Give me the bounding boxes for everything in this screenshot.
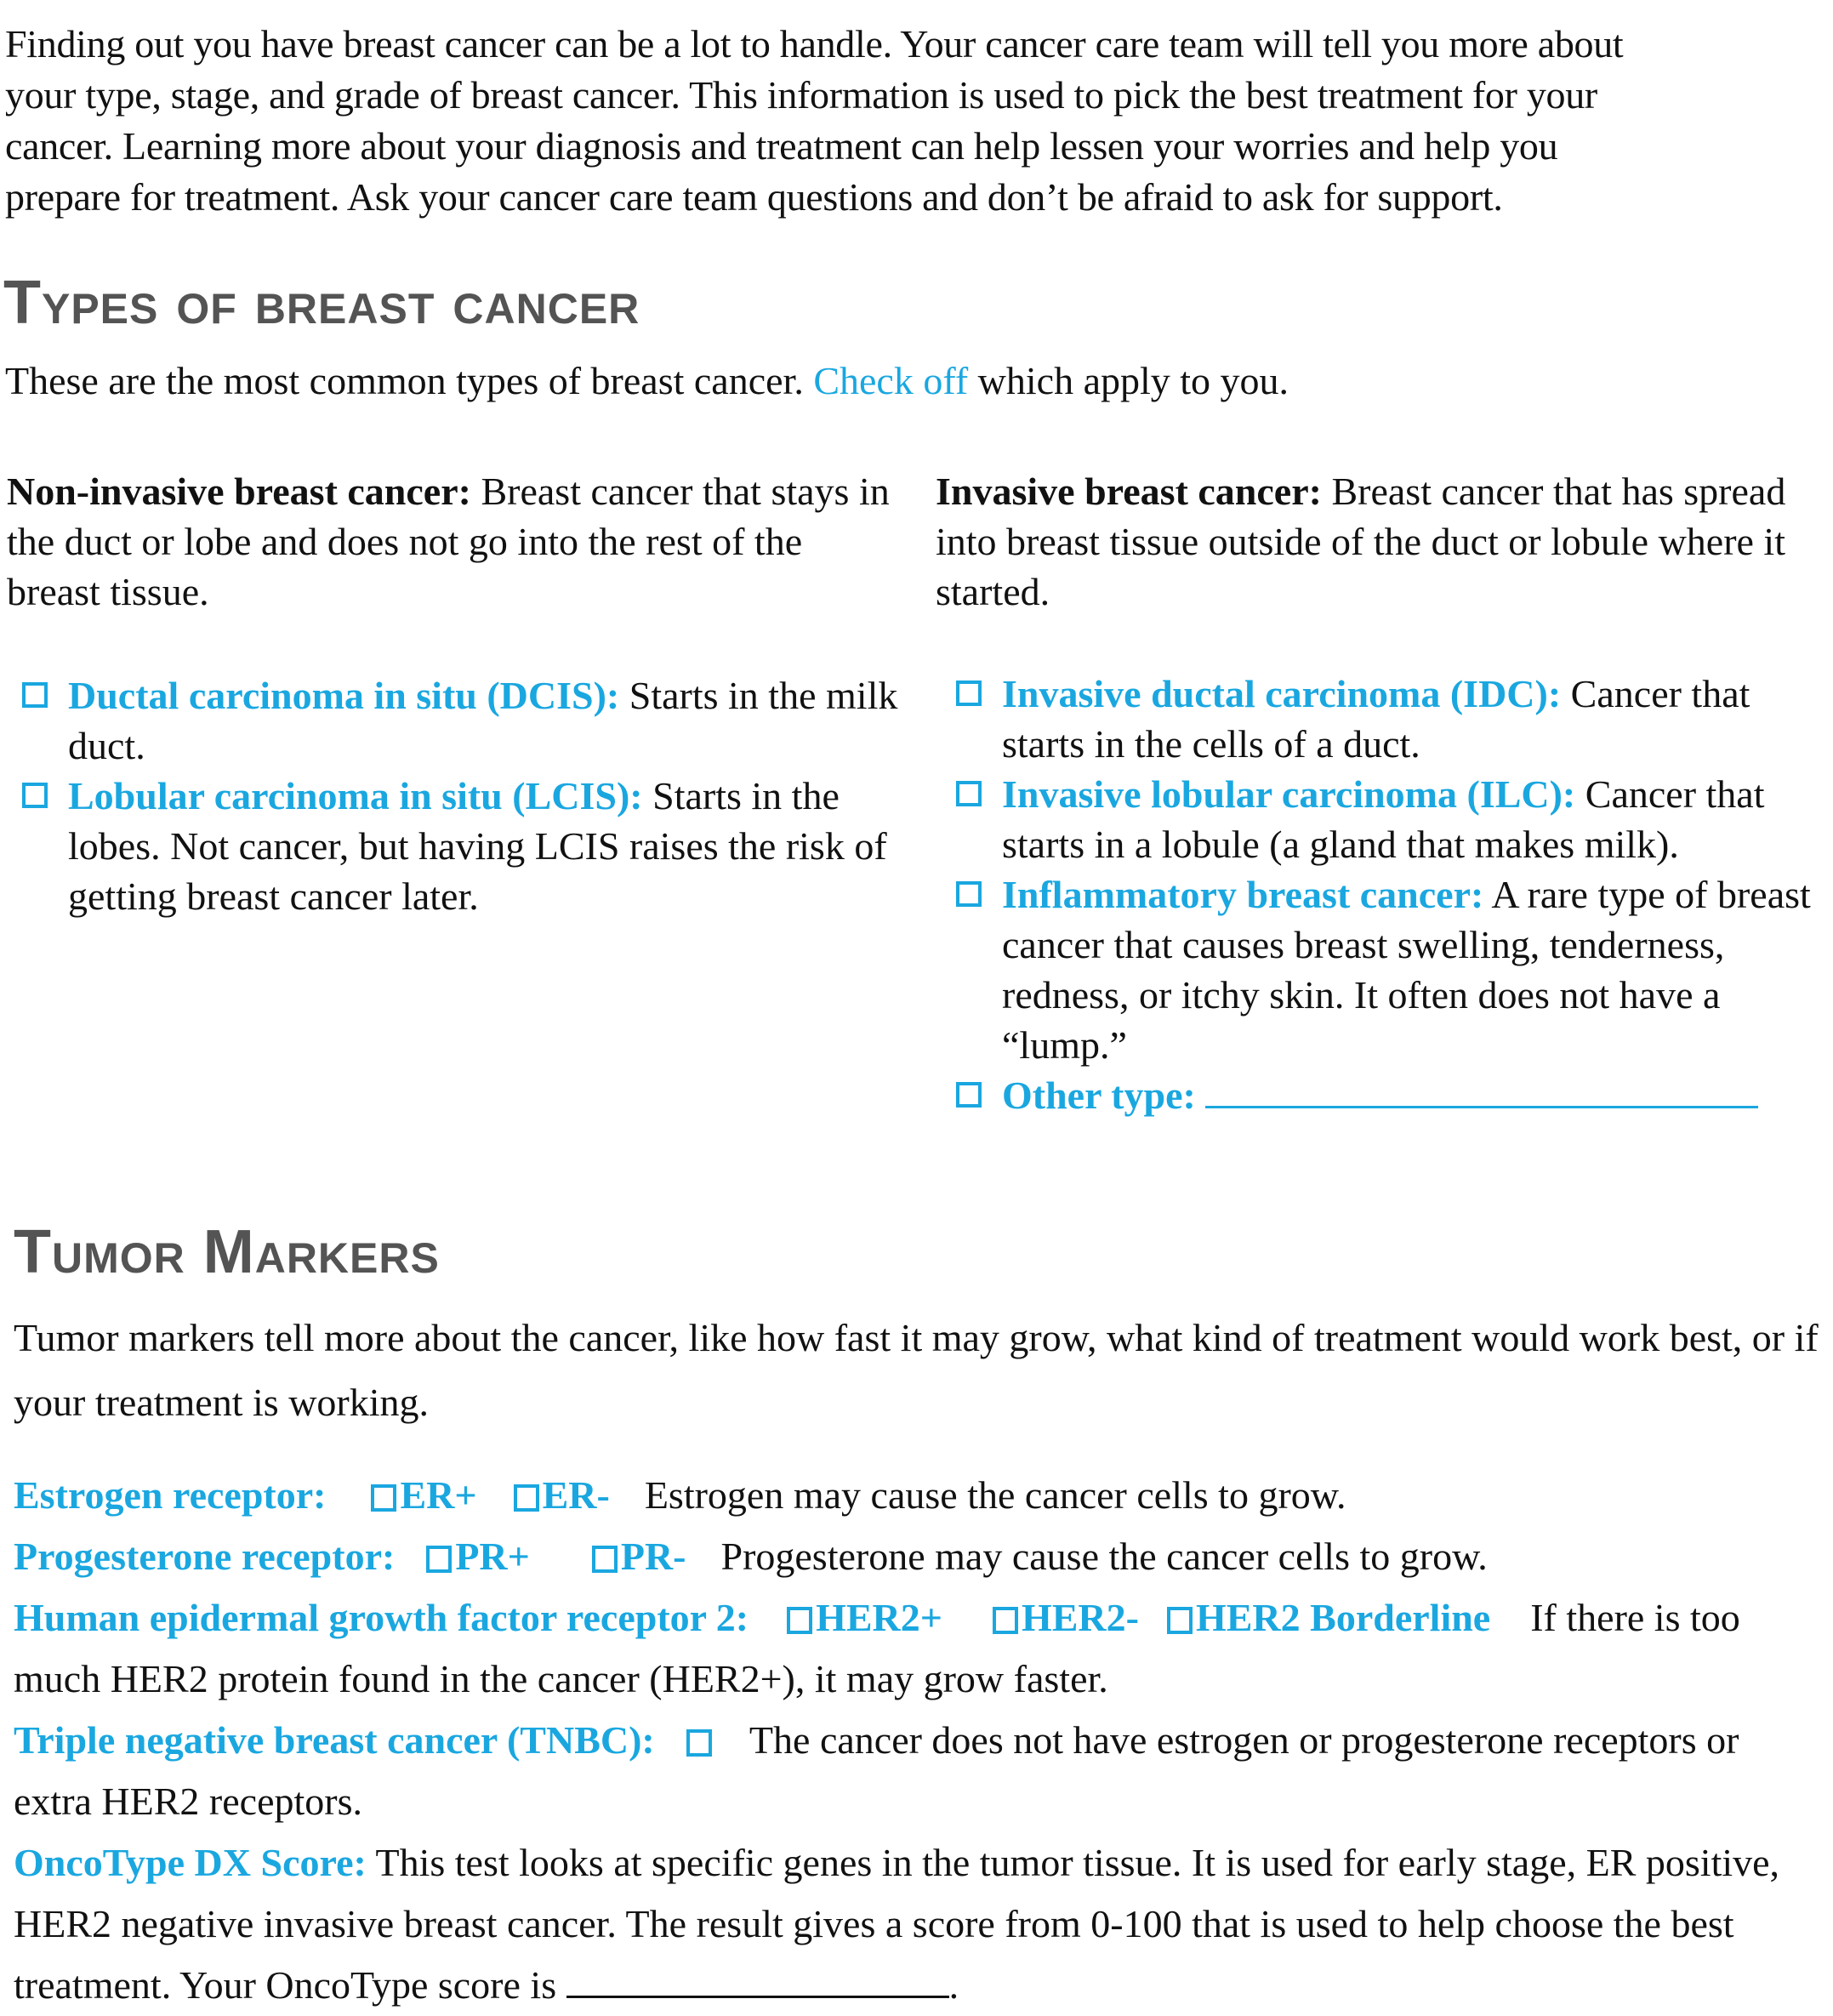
non-invasive-description [7, 466, 891, 617]
check-off-link: Check off [813, 359, 969, 402]
option-label: HER2- [1021, 1596, 1139, 1639]
list-item-ilc [956, 769, 1832, 869]
non-invasive-text: Breast cancer that stays in the duct or lobe and does not go into the rest of the breast tissue. [7, 470, 890, 613]
checkbox-tnbc[interactable] [686, 1729, 712, 1757]
progesterone-label: Progesterone receptor: [14, 1535, 396, 1578]
item-text: Starts in the lobes. Not cancer, but having LCIS raises the risk of getting breast cancer later. [68, 774, 887, 918]
item-text: A rare type of breast cancer that causes breast swelling, tenderness, redness, or itchy skin. It often does not have a “lump.” [1002, 873, 1811, 1067]
tnbc-row [14, 1710, 1825, 1832]
tumor-markers-intro: Tumor markers tell more about the cancer, like how fast it may grow, what kind of treatment would work best, or if your treatment is working. [14, 1316, 1819, 1424]
checkbox-inflammatory[interactable] [956, 881, 982, 907]
list-item-dcis [22, 670, 907, 771]
oncotype-label: OncoType DX Score: [14, 1841, 367, 1884]
list-item-other [956, 1070, 1832, 1120]
checkbox-other[interactable] [956, 1082, 982, 1108]
item-text: Cancer that starts in the cells of a duct. [1002, 672, 1750, 766]
oncotype-score-field[interactable] [566, 1996, 949, 1998]
checkbox-pr-negative[interactable] [592, 1546, 618, 1573]
checkbox-er-positive[interactable] [371, 1484, 396, 1512]
estrogen-label: Estrogen receptor: [14, 1473, 327, 1517]
estrogen-text: Estrogen may cause the cancer cells to grow. [644, 1473, 1346, 1517]
estrogen-row [14, 1465, 1825, 1526]
invasive-list [956, 669, 1832, 1120]
item-text: Cancer that starts in a lobule (a gland that makes milk). [1002, 772, 1765, 866]
oncotype-text: This test looks at specific genes in the tumor tissue. It is used for early stage, ER positive, HER2 negative invasive breast cancer. The result gives a score from 0-100 that is used to help choose the best treatment. Your OncoType score is [14, 1841, 1780, 2007]
list-item-inflammatory [956, 869, 1832, 1070]
option-label: HER2+ [816, 1596, 942, 1639]
checkbox-ilc[interactable] [956, 781, 982, 806]
item-label: Lobular carcinoma in situ (LCIS): [68, 774, 643, 817]
intro-paragraph [5, 19, 1825, 223]
checkbox-her2-borderline[interactable] [1167, 1607, 1193, 1634]
intro-line: cancer. Learning more about your diagnosis and treatment can help lessen your worries and help you [5, 124, 1558, 168]
checkbox-her2-positive[interactable] [787, 1607, 812, 1634]
list-item-lcis [22, 771, 907, 921]
types-subtitle [5, 357, 1289, 405]
intro-line: your type, stage, and grade of breast cancer. This information is used to pick the best treatment for your [5, 73, 1597, 117]
subtitle-text: which apply to you. [977, 359, 1289, 402]
tumor-markers-list [14, 1465, 1825, 2016]
progesterone-row [14, 1526, 1825, 1587]
option-label: ER- [542, 1473, 610, 1517]
option-label: PR+ [455, 1535, 530, 1578]
tnbc-text: The cancer does not have estrogen or progesterone receptors or extra HER2 receptors. [14, 1718, 1739, 1823]
intro-line: Finding out you have breast cancer can be a lot to handle. Your cancer care team will tell you more about [5, 22, 1624, 65]
option-label: HER2 Borderline [1195, 1596, 1491, 1639]
non-invasive-title: Non-invasive breast cancer: [7, 470, 471, 513]
item-label: Invasive lobular carcinoma (ILC): [1002, 772, 1576, 816]
tumor-markers-heading: Tumor Markers [14, 1218, 440, 1286]
checkbox-dcis[interactable] [22, 682, 48, 708]
her2-text: If there is too much HER2 protein found in the cancer (HER2+), it may grow faster. [14, 1596, 1740, 1700]
intro-line: prepare for treatment. Ask your cancer care team questions and don’t be afraid to ask for support. [5, 175, 1503, 219]
list-item-idc [956, 669, 1832, 769]
item-label: Other type: [1002, 1073, 1196, 1117]
item-label: Inflammatory breast cancer: [1002, 873, 1484, 916]
oncotype-end: . [948, 1963, 959, 2007]
progesterone-text: Progesterone may cause the cancer cells to grow. [720, 1535, 1488, 1578]
invasive-title: Invasive breast cancer: [936, 470, 1322, 513]
option-label: ER+ [400, 1473, 477, 1517]
option-label: PR- [620, 1535, 686, 1578]
checkbox-her2-negative[interactable] [993, 1607, 1018, 1634]
item-label: Ductal carcinoma in situ (DCIS): [68, 674, 620, 717]
checkbox-idc[interactable] [956, 681, 982, 706]
types-heading: Types of breast cancer [3, 269, 640, 337]
checkbox-er-negative[interactable] [514, 1484, 539, 1512]
her2-label: Human epidermal growth factor receptor 2: [14, 1596, 749, 1639]
checkbox-pr-positive[interactable] [426, 1546, 452, 1573]
checkbox-lcis[interactable] [22, 783, 48, 808]
item-text: Starts in the milk duct. [68, 674, 898, 767]
non-invasive-list [22, 670, 907, 921]
invasive-text: Breast cancer that has spread into breast tissue outside of the duct or lobule where it started. [936, 470, 1786, 613]
her2-row [14, 1587, 1825, 1710]
subtitle-text: These are the most common types of breast cancer. [5, 359, 804, 402]
item-label: Invasive ductal carcinoma (IDC): [1002, 672, 1562, 715]
other-type-field[interactable] [1205, 1106, 1758, 1108]
invasive-description [936, 466, 1829, 617]
tnbc-label: Triple negative breast cancer (TNBC): [14, 1718, 655, 1762]
oncotype-row [14, 1832, 1825, 2016]
